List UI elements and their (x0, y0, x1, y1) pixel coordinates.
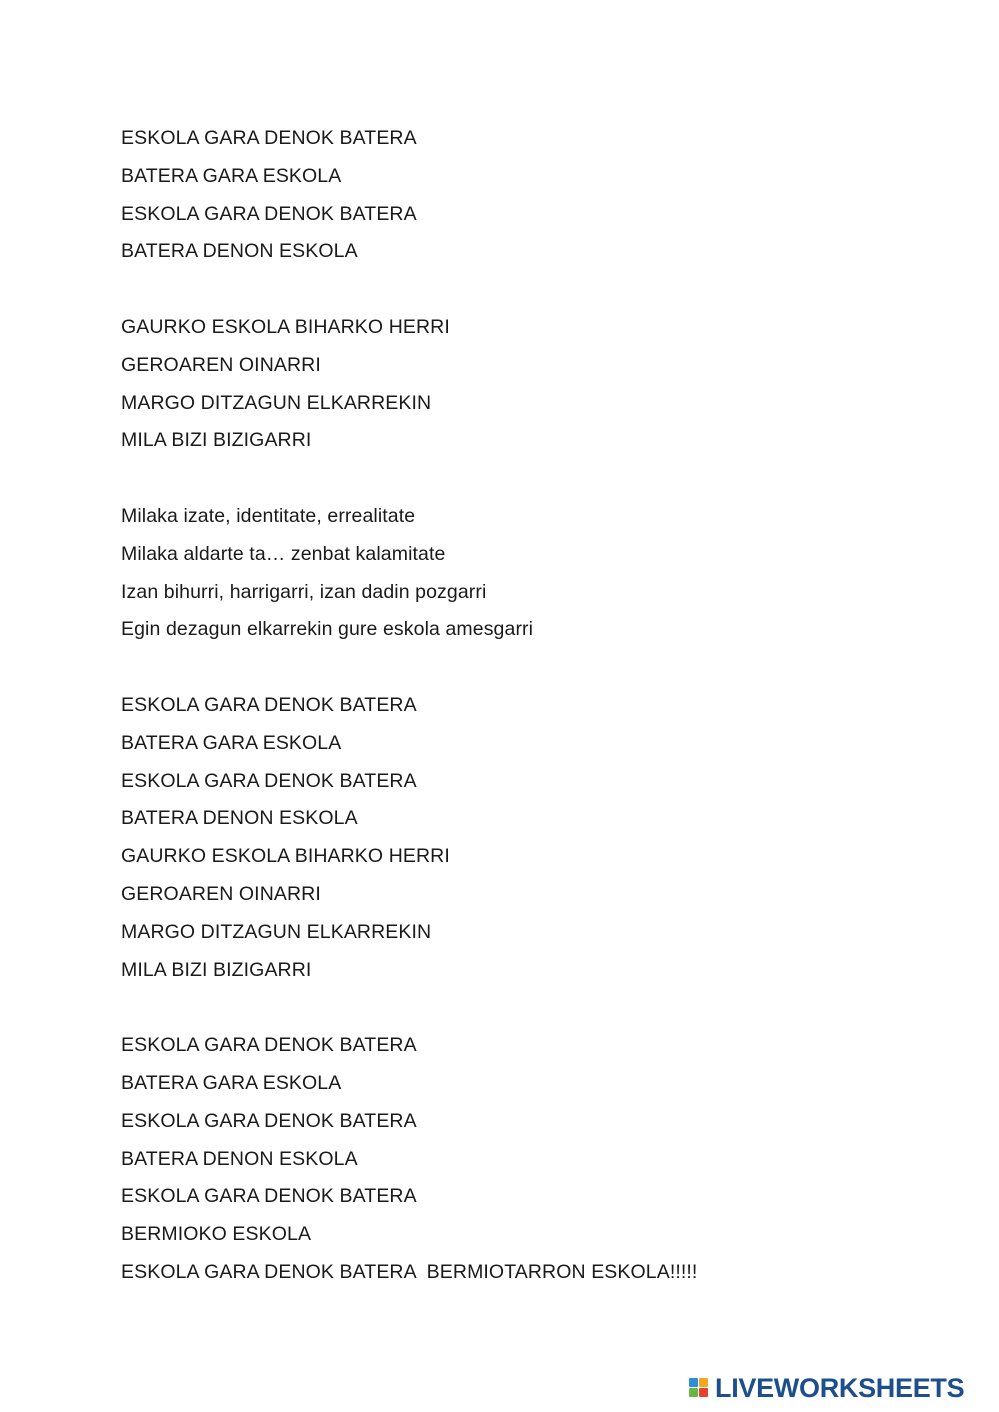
stanza-gap (121, 460, 921, 498)
lyric-line: BATERA GARA ESKOLA (121, 164, 342, 187)
lyric-line: Milaka izate, identitate, errealitate (121, 504, 416, 527)
logo-square-green (689, 1388, 698, 1397)
stanza-gap (121, 989, 921, 1027)
stanza-gap (121, 271, 921, 309)
song-lyrics (121, 120, 921, 1292)
lyric-line: Egin dezagun elkarrekin gure eskola amesgarri (121, 618, 534, 641)
lyric-line: BATERA GARA ESKOLA (121, 731, 342, 754)
lyric-line: GAURKO ESKOLA BIHARKO HERRI (121, 315, 450, 338)
lyric-line: ESKOLA GARA DENOK BATERA (121, 769, 417, 792)
lyric-line: ESKOLA GARA DENOK BATERA (121, 1034, 417, 1057)
lyric-line: Milaka aldarte ta… zenbat kalamitate (121, 542, 446, 565)
stanza-1 (121, 120, 921, 271)
lyric-line: MARGO DITZAGUN ELKARREKIN (121, 391, 432, 414)
lyric-line: ESKOLA GARA DENOK BATERA (121, 127, 417, 149)
lyric-line: BATERA DENON ESKOLA (121, 240, 358, 263)
lyric-line: BERMIOKO ESKOLA (121, 1223, 312, 1246)
stanza-4 (121, 687, 921, 989)
lyric-line: ESKOLA GARA DENOK BATERA (121, 202, 417, 225)
lyric-line: ESKOLA GARA DENOK BATERA (121, 1109, 417, 1132)
lyric-line: MILA BIZI BIZIGARRI (121, 958, 312, 981)
lyric-line: MILA BIZI BIZIGARRI (121, 429, 312, 452)
lyric-line: BATERA DENON ESKOLA (121, 1147, 358, 1170)
logo-square-blue (689, 1378, 698, 1387)
stanza-2 (121, 309, 921, 460)
liveworksheets-logo-icon (689, 1375, 713, 1401)
logo-text: LIVEWORKSHEETS (715, 1372, 965, 1403)
stanza-3 (121, 498, 921, 649)
lyric-line: GEROAREN OINARRI (121, 882, 321, 905)
lyric-line: MARGO DITZAGUN ELKARREKIN (121, 920, 432, 943)
lyric-line: ESKOLA GARA DENOK BATERA BERMIOTARRON ESKOLA!!!!! (121, 1260, 698, 1283)
stanza-5 (121, 1027, 921, 1292)
stanza-gap (121, 649, 921, 687)
lyric-line: BATERA DENON ESKOLA (121, 807, 358, 830)
lyric-line: ESKOLA GARA DENOK BATERA (121, 1185, 417, 1208)
logo-square-orange (699, 1378, 708, 1387)
logo-square-red (699, 1388, 708, 1397)
lyric-line: GAURKO ESKOLA BIHARKO HERRI (121, 845, 450, 868)
lyric-line: BATERA GARA ESKOLA (121, 1071, 342, 1094)
liveworksheets-logo (689, 1373, 964, 1403)
lyric-line: ESKOLA GARA DENOK BATERA (121, 693, 417, 716)
lyric-line: GEROAREN OINARRI (121, 353, 321, 376)
lyric-line: Izan bihurri, harrigarri, izan dadin pozgarri (121, 580, 487, 603)
